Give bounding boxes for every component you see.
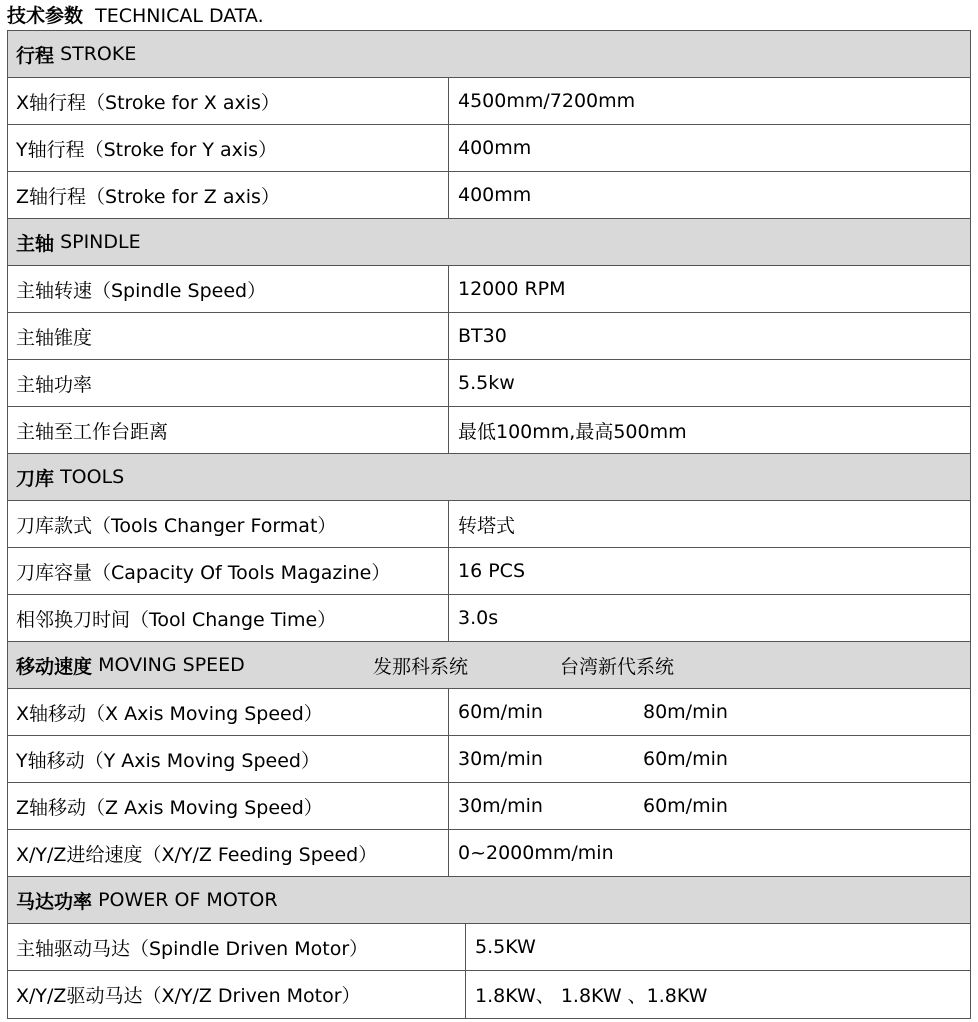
section-title-zh: 行程 [16,44,55,67]
page-title-en: TECHNICAL DATA. [95,5,264,27]
row-label: 主轴至工作台距离 [8,407,449,453]
table-row [8,313,970,360]
table-row [8,689,970,736]
row-value: 30m/min [458,795,543,817]
table-row [8,501,970,548]
technical-data-table [7,30,971,1019]
row-value: 0~2000mm/min [458,842,614,864]
row-value: 5.5kw [458,372,515,394]
table-row [8,595,970,642]
row-label: 刀库款式（Tools Changer Format） [8,501,449,547]
section-title-en: SPINDLE [60,231,141,253]
table-row [8,783,970,830]
section-header-power-of-motor [8,877,970,924]
table-row [8,266,970,313]
row-value: 60m/min [458,701,543,723]
section-title [16,877,278,923]
section-title-zh: 马达功率 [16,890,93,913]
row-value-2: 60m/min [643,795,728,817]
table-row [8,125,970,172]
table-row [8,971,970,1019]
table-row [8,407,970,454]
section-header-stroke [8,31,970,78]
section-header-tools [8,454,970,501]
row-value-2: 60m/min [643,748,728,770]
table-row [8,548,970,595]
row-label: Y轴移动（Y Axis Moving Speed） [8,736,449,782]
row-value: 5.5KW [475,936,536,958]
section-title [16,219,141,265]
column-header-fanuc: 发那科系统 [373,655,469,678]
table-row [8,924,970,971]
page-title [7,3,264,29]
row-label: 主轴驱动马达（Spindle Driven Motor） [8,924,466,970]
row-label: 主轴转速（Spindle Speed） [8,266,449,312]
row-value: 转塔式 [458,514,516,537]
row-value: 16 PCS [458,560,526,582]
row-value-2: 80m/min [643,701,728,723]
table-row [8,360,970,407]
row-value: 4500mm/7200mm [458,90,636,112]
section-header-moving-speed [8,642,970,689]
row-label: Y轴行程（Stroke for Y axis） [8,125,449,171]
row-value: 400mm [458,137,532,159]
row-value: 1.8KW、 1.8KW 、1.8KW [475,985,708,1007]
row-label: 相邻换刀时间（Tool Change Time） [8,595,449,641]
row-label: X轴移动（X Axis Moving Speed） [8,689,449,735]
row-label: Z轴移动（Z Axis Moving Speed） [8,783,449,829]
row-label: Z轴行程（Stroke for Z axis） [8,172,449,218]
row-label: 刀库容量（Capacity Of Tools Magazine） [8,548,449,594]
row-value: 12000 RPM [458,278,566,300]
row-value: 30m/min [458,748,543,770]
column-header-syntec: 台湾新代系统 [560,655,675,678]
row-value: 400mm [458,184,532,206]
section-title [16,31,136,77]
page-title-zh: 技术参数 [7,5,84,27]
row-value: 3.0s [458,607,499,629]
section-title-zh: 刀库 [16,467,55,490]
row-label: 主轴锥度 [8,313,449,359]
table-row [8,736,970,783]
row-label: X/Y/Z进给速度（X/Y/Z Feeding Speed） [8,830,449,876]
section-title [16,454,124,500]
row-value: 最低100mm,最高500mm [458,420,687,443]
table-row [8,172,970,219]
section-title [16,642,245,688]
section-title-en: STROKE [60,43,137,65]
row-label: 主轴功率 [8,360,449,406]
section-title-zh: 主轴 [16,232,55,255]
section-title-zh: 移动速度 [16,655,93,678]
section-header-spindle [8,219,970,266]
row-value: BT30 [458,325,507,347]
table-row [8,78,970,125]
section-title-en: TOOLS [60,466,125,488]
row-label: X轴行程（Stroke for X axis） [8,78,449,124]
section-title-en: POWER OF MOTOR [98,889,278,911]
table-row [8,830,970,877]
row-label: X/Y/Z驱动马达（X/Y/Z Driven Motor） [8,971,466,1018]
section-title-en: MOVING SPEED [98,654,245,676]
